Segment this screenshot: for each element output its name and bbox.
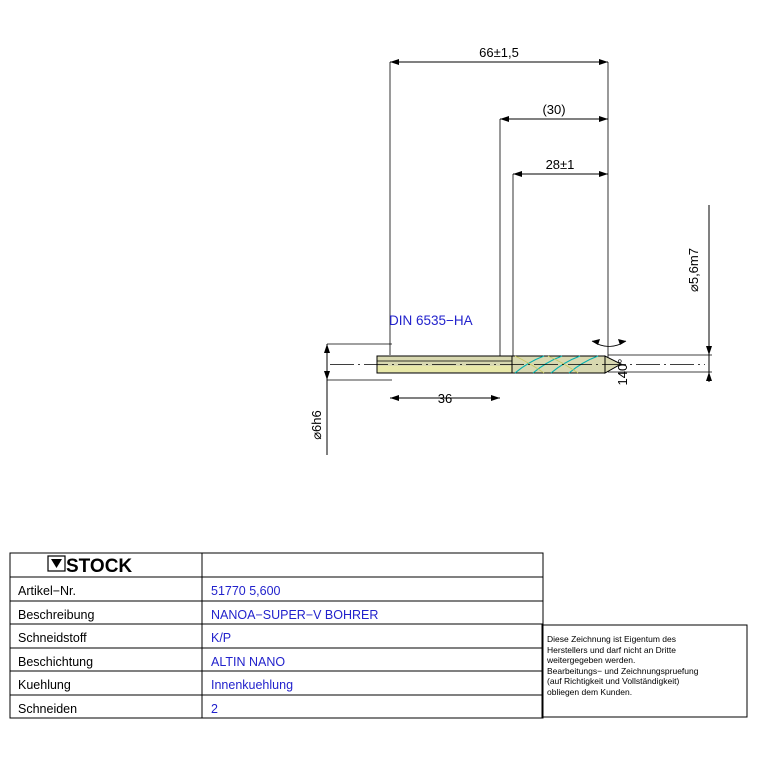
dimension-flute-length [513,171,608,358]
dim-label-shank-diameter: ⌀6h6 [309,410,324,440]
note-line-6: obliegen dem Kunden. [547,686,633,697]
row-value-beschreibung: NANOA−SUPER−V BOHRER [211,608,379,622]
row-label-schneiden: Schneiden [18,702,78,716]
stock-logo-text: STOCK [66,556,133,577]
note-line-4: Bearbeitungs− und Zeichnungspruefung [547,665,699,676]
dim-label-cutting-diameter: ⌀5,6m7 [686,248,701,292]
note-line-1: Diese Zeichnung ist Eigentum des [547,634,676,644]
dim-label-flute-length: 28±1 [545,157,575,172]
dimension-cutting-diameter [608,205,712,382]
dim-label-shank-length: 36 [437,391,453,406]
row-label-schneidstoff: Schneidstoff [18,631,87,645]
row-value-schneidstoff: K/P [211,631,232,645]
dim-label-bracket-length: (30) [542,102,566,117]
row-value-kuehlung: Innenkuehlung [211,678,294,692]
note-line-2: Herstellers und darf nicht an Dritte [547,644,676,655]
row-value-schneiden: 2 [211,702,218,716]
row-label-beschreibung: Beschreibung [18,608,95,622]
note-line-3: weitergegeben werden. [547,655,636,665]
row-value-beschichtung: ALTIN NANO [211,655,286,669]
dim-label-point-angle: 140° [615,358,630,386]
dim-label-overall-length: 66±1,5 [479,45,519,60]
standard-label: DIN 6535−HA [389,313,473,328]
copyright-note [547,634,745,697]
row-label-artikel-nr: Artikel−Nr. [18,584,77,598]
dimension-bracket-length [500,116,608,360]
row-label-beschichtung: Beschichtung [18,655,94,669]
row-value-artikel-nr: 51770 5,600 [211,584,281,598]
row-label-kuehlung: Kuehlung [18,678,71,692]
note-line-5: (auf Richtigkeit und Vollständigkeit) [547,676,680,686]
